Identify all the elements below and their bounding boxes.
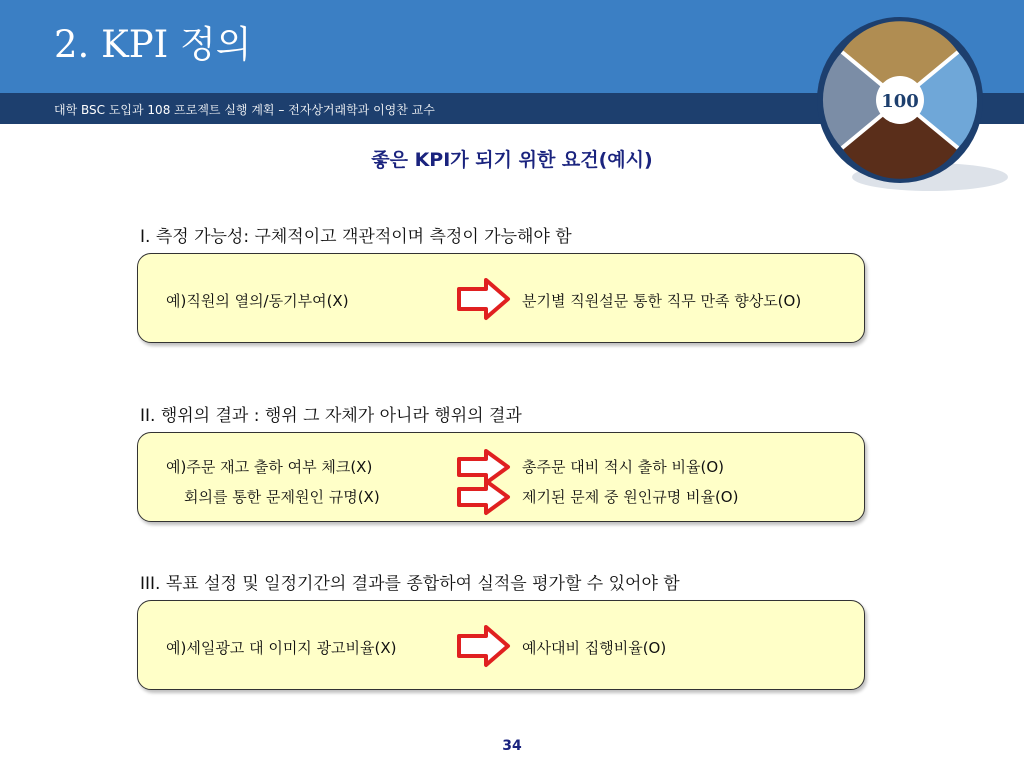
bad-example: 예)주문 재고 출하 여부 체크(X) <box>166 458 373 476</box>
right-arrow-icon <box>456 276 512 322</box>
example-box-3 <box>137 600 865 690</box>
slide-title: 2. KPI 정의 <box>54 23 252 66</box>
section-heading: 좋은 KPI가 되기 위한 요건(예시) <box>371 149 653 171</box>
bad-example: 예)세일광고 대 이미지 광고비율(X) <box>166 639 397 657</box>
slide-subtitle: 대학 BSC 도입과 108 프로젝트 실행 계획 – 전자상거래학과 이영찬 교수 <box>54 103 435 117</box>
good-example: 제기된 문제 중 원인규명 비율(O) <box>522 488 739 506</box>
good-example: 분기별 직원설문 통한 직무 만족 향상도(O) <box>522 292 802 310</box>
bad-example: 예)직원의 열의/동기부여(X) <box>166 292 349 310</box>
section-title-1: I. 측정 가능성: 구체적이고 객관적이며 측정이 가능해야 함 <box>140 227 572 247</box>
page-number: 34 <box>502 738 522 754</box>
good-example: 예사대비 집행비율(O) <box>522 639 667 657</box>
right-arrow-icon <box>456 477 512 517</box>
example-box-1 <box>137 253 865 343</box>
bad-example: 회의를 통한 문제원인 규명(X) <box>184 488 380 506</box>
example-box-2 <box>137 432 865 522</box>
section-title-2: II. 행위의 결과 : 행위 그 자체가 아니라 행위의 결과 <box>140 406 522 426</box>
good-example: 총주문 대비 적시 출하 비율(O) <box>522 458 724 476</box>
right-arrow-icon <box>456 623 512 669</box>
section-title-3: III. 목표 설정 및 일정기간의 결과를 종합하여 실적을 평가할 수 있어야 함 <box>140 574 680 594</box>
logo-badge-text: 100 <box>881 91 919 112</box>
